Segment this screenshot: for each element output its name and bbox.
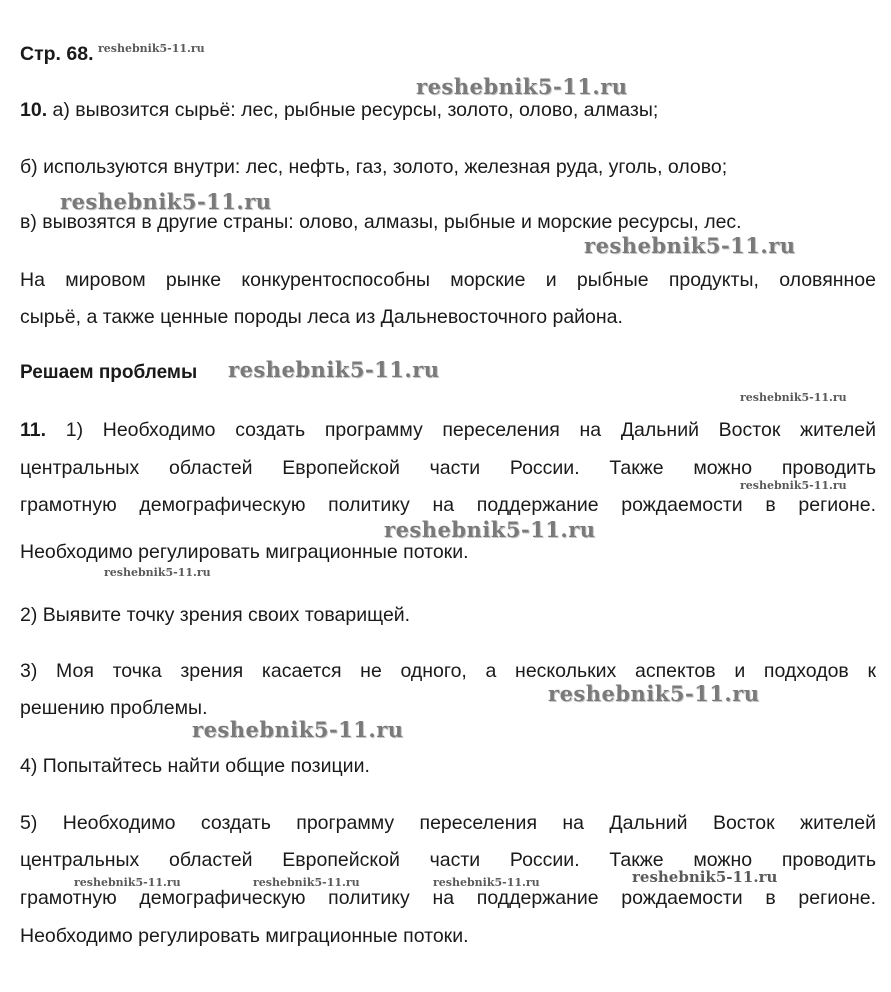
- watermark: reshebnik5-11.ru: [98, 42, 205, 55]
- item-10-line-c: в) вывозятся в другие страны: олово, алмазы, рыбные и морские ресурсы, лес.: [20, 211, 742, 233]
- item-11-step-3-line-2: решению проблемы.: [20, 697, 208, 719]
- item-10-a-text: а) вывозится сырьё: лес, рыбные ресурсы, золото, олово, алмазы;: [47, 99, 659, 121]
- item-11-step-5-line-4: Необходимо регулировать миграционные потоки.: [20, 925, 469, 947]
- item-11-step-4: 4) Попытайтесь найти общие позиции.: [20, 755, 370, 777]
- item-11-step-5-line-2: центральных областей Европейской части России. Также можно проводить: [20, 849, 876, 871]
- watermark: reshebnik5-11.ru: [632, 868, 778, 886]
- item-11-line-4: Необходимо регулировать миграционные потоки.: [20, 541, 469, 563]
- section-heading: Решаем проблемы: [20, 362, 198, 383]
- item-11-step-5-line-3: грамотную демографическую политику на поддержание рождаемости в регионе.: [20, 887, 876, 909]
- item-11-line-1: [20, 418, 876, 442]
- item-11-line-1-text: 1) Необходимо создать программу переселения на Дальний Восток жителей: [46, 419, 876, 441]
- watermark: reshebnik5-11.ru: [740, 391, 847, 404]
- watermark: reshebnik5-11.ru: [584, 233, 796, 258]
- item-11-step-3-line-1: 3) Моя точка зрения касается не одного, а нескольких аспектов и подходов к: [20, 660, 876, 682]
- item-11-step-2: 2) Выявите точку зрения своих товарищей.: [20, 604, 411, 626]
- item-10-line-b: б) используются внутри: лес, нефть, газ, золото, железная руда, уголь, олово;: [20, 156, 728, 178]
- watermark: reshebnik5-11.ru: [548, 681, 760, 706]
- watermark: reshebnik5-11.ru: [228, 357, 440, 382]
- item-11-line-3: грамотную демографическую политику на поддержание рождаемости в регионе.: [20, 494, 876, 516]
- item-11-step-5-line-1: 5) Необходимо создать программу переселения на Дальний Восток жителей: [20, 812, 876, 834]
- item-10-line-a: [20, 98, 876, 122]
- watermark: reshebnik5-11.ru: [433, 876, 540, 889]
- item-11-line-2: центральных областей Европейской части России. Также можно проводить: [20, 457, 876, 479]
- watermark: reshebnik5-11.ru: [416, 74, 628, 99]
- item-10-paragraph-line-2: сырьё, а также ценные породы леса из Дальневосточного района.: [20, 306, 623, 328]
- watermark: reshebnik5-11.ru: [74, 876, 181, 889]
- item-11-number: 11.: [20, 419, 47, 441]
- item-10-paragraph-line-1: На мировом рынке конкурентоспособны морские и рыбные продукты, оловянное: [20, 269, 876, 291]
- watermark: reshebnik5-11.ru: [60, 189, 272, 214]
- watermark: reshebnik5-11.ru: [253, 876, 360, 889]
- page-label: Стр. 68.: [20, 43, 94, 65]
- watermark: reshebnik5-11.ru: [740, 479, 847, 492]
- watermark: reshebnik5-11.ru: [192, 717, 404, 742]
- watermark: reshebnik5-11.ru: [104, 566, 211, 579]
- item-10-number: 10.: [20, 99, 48, 121]
- watermark: reshebnik5-11.ru: [384, 517, 596, 542]
